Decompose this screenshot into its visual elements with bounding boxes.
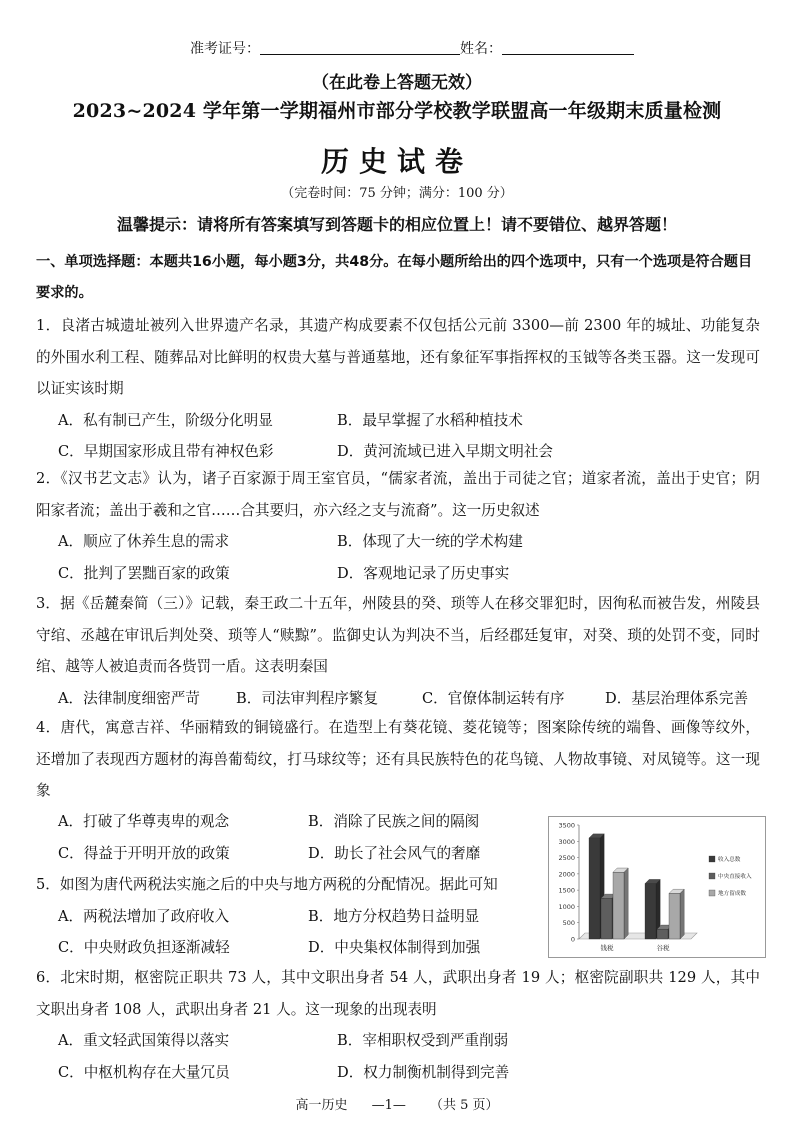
question-text: 5．如图为唐代两税法实施之后的中央与地方两税的分配情况。据此可知 (36, 876, 498, 893)
legend-swatch (709, 890, 715, 896)
option-d: D．助长了社会风气的奢靡 (308, 844, 481, 862)
question-1 (36, 310, 760, 468)
footer-total-pages: （共 5 页） (430, 1098, 499, 1113)
candidate-info-line (190, 38, 634, 58)
option-b: B．司法审判程序繁复 (236, 689, 379, 707)
y-tick-label: 0 (570, 935, 575, 944)
question-4-options (36, 806, 536, 869)
y-tick-label: 2000 (558, 870, 575, 879)
question-5 (36, 869, 546, 964)
bar (613, 872, 624, 939)
question-text: 6．北宋时期，枢密院正职共 73 人，其中文职出身者 54 人，武职出身者 19 人；枢密院副职共 129 人，其中文职出身者 108 人，武职出身者 21 人。这一现象的出现表明 (36, 969, 760, 1018)
options (36, 1025, 760, 1088)
x-tick-label: 谷税 (656, 944, 670, 952)
option-b: B．消除了民族之间的隔阂 (308, 813, 480, 830)
chart-svg (549, 817, 765, 957)
options (36, 901, 546, 964)
bar (589, 838, 600, 939)
y-tick-label: 2500 (558, 854, 575, 863)
legend-label: 收入总数 (718, 857, 741, 863)
warm-tip: 温馨提示：请将所有答案填写到答题卡的相应位置上！请不要错位、越界答题！ (116, 215, 677, 234)
name-label: 姓名： (460, 41, 502, 57)
exam-number-label: 准考证号： (190, 41, 260, 57)
invalid-note: （在此卷上答题无效） (312, 73, 482, 93)
legend-label: 地方留成数 (718, 891, 746, 897)
question-text: 4．唐代，寓意吉祥、华丽精致的铜镜盛行。在造型上有葵花镜、菱花镜等；图案除传统的端鲁、画像等纹外，还增加了表现西方题材的海兽葡萄纹，打马球纹等；还有具民族特色的花鸟镜、人物故事镜、对凤镜等。这一现象 (36, 719, 760, 799)
option-c: C．中央财政负担逐渐减轻 (58, 939, 230, 956)
question-3 (36, 588, 760, 714)
y-tick-label: 3000 (558, 837, 575, 846)
option-d: D．中央集权体制得到加强 (308, 939, 481, 956)
time-info: （完卷时间：75 分钟；满分：100 分） (281, 186, 513, 201)
option-c: C．批判了罢黜百家的政策 (58, 564, 230, 582)
bar (669, 893, 680, 939)
option-a: A．两税法增加了政府收入 (58, 907, 230, 925)
y-tick-label: 1000 (558, 902, 575, 911)
exam-title: 2023~2024 学年第一学期福州市部分学校教学联盟高一年级期末质量检测 (72, 100, 722, 122)
footer-page-number: —1— (371, 1098, 406, 1113)
legend-swatch (709, 856, 715, 862)
option-a: A．法律制度细密严苛 (58, 689, 200, 707)
option-b: B．最早掌握了水稻种植技术 (337, 411, 523, 429)
option-c: C．得益于开明开放的政策 (58, 844, 230, 862)
bar (657, 929, 668, 939)
option-a: A．重文轻武国策得以落实 (58, 1032, 230, 1049)
option-d: D．客观地记录了历史事实 (337, 564, 510, 582)
options (36, 526, 760, 589)
name-blank (502, 40, 634, 55)
exam-number-blank (260, 40, 460, 55)
option-b: B．宰相职权受到严重削弱 (337, 1032, 509, 1049)
option-d: D．权力制衡机制得到完善 (337, 1063, 510, 1081)
question-text: 1．良渚古城遗址被列入世界遗产名录，其遗产构成要素不仅包括公元前 3300—前 2300 年的城址、功能复杂的外围水利工程、随葬品对比鲜明的权贵大墓与普通墓地，还有象征军事指挥权的玉钺等各类玉器。这一发现可以证实该时期 (36, 317, 760, 397)
option-d: D．黄河流域已进入早期文明社会 (337, 443, 554, 460)
question-4 (36, 712, 760, 807)
footer-subject: 高一历史 (295, 1098, 348, 1113)
legend-swatch (709, 873, 715, 879)
question-6 (36, 962, 760, 1088)
option-c: C．早期国家形成且带有神权色彩 (58, 443, 274, 460)
option-a: A．顺应了休养生息的需求 (58, 533, 230, 550)
section-heading: 一、单项选择题：本题共16小题，每小题3分，共48分。在每小题所给出的四个选项中，只有一个选项是符合题目要求的。 (36, 254, 753, 301)
question-2 (36, 463, 760, 589)
page-footer (0, 1094, 794, 1113)
bar-side (624, 868, 628, 939)
option-b: B．体现了大一统的学术构建 (337, 533, 523, 550)
option-d: D．基层治理体系完善 (605, 689, 749, 707)
x-tick-label: 钱税 (600, 944, 614, 952)
bar (645, 884, 656, 939)
subject-title: 历史试卷 (320, 145, 473, 178)
bar-side (680, 889, 684, 939)
options (36, 806, 536, 869)
option-a: A．打破了华尊夷卑的观念 (58, 813, 230, 830)
option-a: A．私有制已产生，阶级分化明显 (58, 411, 273, 429)
y-tick-label: 3500 (558, 821, 575, 830)
option-b: B．地方分权趋势日益明显 (308, 907, 480, 925)
options (36, 683, 760, 715)
bar (601, 898, 612, 939)
option-c: C．官僚体制运转有序 (422, 689, 565, 707)
legend-label: 中央直接收入 (718, 874, 752, 880)
options (36, 405, 760, 468)
option-c: C．中枢机构存在大量冗员 (58, 1063, 230, 1081)
y-tick-label: 1500 (558, 886, 575, 895)
tax-distribution-chart (548, 816, 766, 958)
question-text: 2．《汉书艺文志》认为，诸子百家源于周王室官员，“儒家者流，盖出于司徒之官；道家者流，盖出于史官；阴阳家者流；盖出于羲和之官……合其要归，亦六经之支与流裔”。这一历史叙述 (36, 470, 760, 519)
y-tick-label: 500 (562, 919, 575, 928)
question-text: 3．据《岳麓秦简（三）》记载，秦王政二十五年，州陵县的癸、琐等人在移交罪犯时，因徇私而被告发，州陵县守绾、丞越在审讯后判处癸、琐等人“赎黥”。监御史认为判决不当，后经郡廷复审，对癸、琐的处罚不变，同时绾、越等人被追责而各赀罚一盾。这表明秦国 (36, 595, 760, 675)
